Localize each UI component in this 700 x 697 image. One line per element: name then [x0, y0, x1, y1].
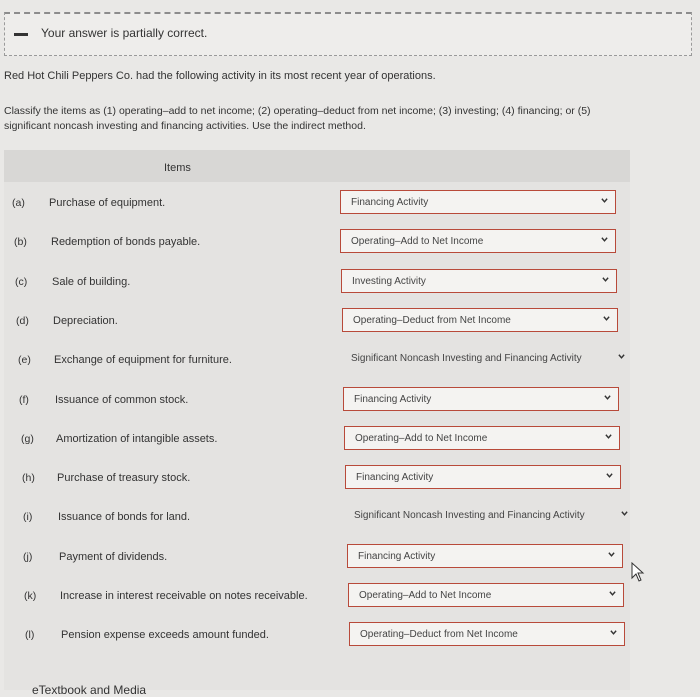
classification-select[interactable] [343, 347, 619, 371]
chevron-down-icon[interactable] [605, 433, 612, 440]
table-row [4, 622, 630, 652]
row-item-text: Purchase of treasury stock. [57, 472, 191, 485]
row-letter: (i) [23, 511, 33, 524]
row-letter: (b) [14, 236, 27, 249]
table-row [4, 544, 630, 574]
row-item-text: Redemption of bonds payable. [51, 236, 201, 249]
chevron-down-icon[interactable] [609, 590, 616, 597]
table-row [4, 229, 630, 259]
classification-select[interactable] [341, 269, 617, 293]
row-letter: (d) [16, 314, 29, 327]
chevron-down-icon[interactable] [603, 315, 610, 322]
selected-value: Financing Activity [356, 472, 434, 484]
classification-select[interactable] [342, 308, 618, 332]
classification-select[interactable] [340, 229, 616, 253]
classification-select[interactable] [347, 544, 623, 568]
table-row [4, 426, 630, 456]
chevron-down-icon[interactable] [602, 276, 609, 283]
row-letter: (g) [21, 432, 34, 445]
row-item-text: Sale of building. [52, 275, 131, 288]
chevron-down-icon[interactable] [621, 510, 628, 517]
classification-select[interactable] [348, 583, 624, 607]
instructions-line-1: Classify the items as (1) operating–add to net income; (2) operating–deduct from net income; (3) investing; (4) financing; or (5) [4, 105, 591, 117]
row-item-text: Purchase of equipment. [49, 197, 166, 209]
feedback-message: Your answer is partially correct. [41, 26, 208, 40]
selected-value: Financing Activity [351, 197, 429, 208]
table-row [4, 269, 630, 299]
chevron-down-icon[interactable] [618, 353, 625, 360]
row-item-text: Pension expense exceeds amount funded. [61, 629, 269, 642]
selected-value: Operating–Add to Net Income [359, 590, 492, 601]
classification-select[interactable] [345, 465, 621, 489]
selected-value: Significant Noncash Investing and Financing Activity [351, 353, 582, 365]
row-letter: (k) [24, 590, 37, 602]
chevron-down-icon[interactable] [601, 197, 608, 204]
mouse-cursor-icon [630, 562, 646, 582]
row-item-text: Payment of dividends. [59, 550, 168, 563]
classification-select[interactable] [349, 622, 625, 646]
chevron-down-icon[interactable] [606, 472, 613, 479]
instructions-line-2: significant noncash investing and financing activities. Use the indirect method. [4, 120, 366, 132]
selected-value: Financing Activity [358, 550, 436, 562]
items-table [4, 150, 630, 690]
selected-value: Financing Activity [354, 393, 432, 405]
row-letter: (c) [15, 275, 28, 288]
row-letter: (f) [19, 393, 29, 406]
table-header [4, 150, 630, 182]
table-row [4, 308, 630, 338]
chevron-down-icon[interactable] [601, 236, 608, 243]
row-letter: (h) [22, 472, 35, 485]
row-item-text: Increase in interest receivable on notes receivable. [60, 590, 308, 602]
table-row [4, 347, 630, 377]
table-row [4, 504, 630, 534]
items-column-header: Items [164, 162, 191, 174]
table-row [4, 583, 630, 613]
table-row [4, 387, 630, 417]
classification-select[interactable] [344, 426, 620, 450]
selected-value: Operating–Deduct from Net Income [360, 629, 518, 641]
classification-select[interactable] [340, 190, 616, 214]
row-letter: (j) [23, 550, 33, 563]
chevron-down-icon[interactable] [610, 629, 617, 636]
row-item-text: Amortization of intangible assets. [56, 432, 218, 445]
selected-value: Operating–Add to Net Income [351, 236, 484, 248]
question-instructions [4, 104, 684, 134]
table-row [4, 465, 630, 495]
row-item-text: Issuance of common stock. [55, 393, 189, 406]
etextbook-link[interactable]: eTextbook and Media [32, 683, 147, 697]
selected-value: Operating–Add to Net Income [355, 432, 488, 444]
dash-icon [14, 33, 28, 36]
selected-value: Investing Activity [352, 275, 426, 287]
row-item-text: Issuance of bonds for land. [58, 511, 191, 524]
selected-value: Significant Noncash Investing and Financing Activity [354, 510, 585, 522]
table-row [4, 190, 630, 220]
row-letter: (e) [18, 354, 31, 367]
classification-select[interactable] [343, 387, 619, 411]
row-letter: (a) [12, 197, 25, 209]
chevron-down-icon[interactable] [604, 394, 611, 401]
classification-select[interactable] [346, 504, 622, 528]
question-intro: Red Hot Chili Peppers Co. had the following activity in its most recent year of operations. [4, 70, 436, 82]
selected-value: Operating–Deduct from Net Income [353, 314, 511, 326]
row-item-text: Depreciation. [53, 314, 118, 327]
chevron-down-icon[interactable] [608, 551, 615, 558]
row-item-text: Exchange of equipment for furniture. [54, 354, 232, 367]
feedback-banner [4, 12, 692, 56]
row-letter: (l) [25, 629, 35, 642]
